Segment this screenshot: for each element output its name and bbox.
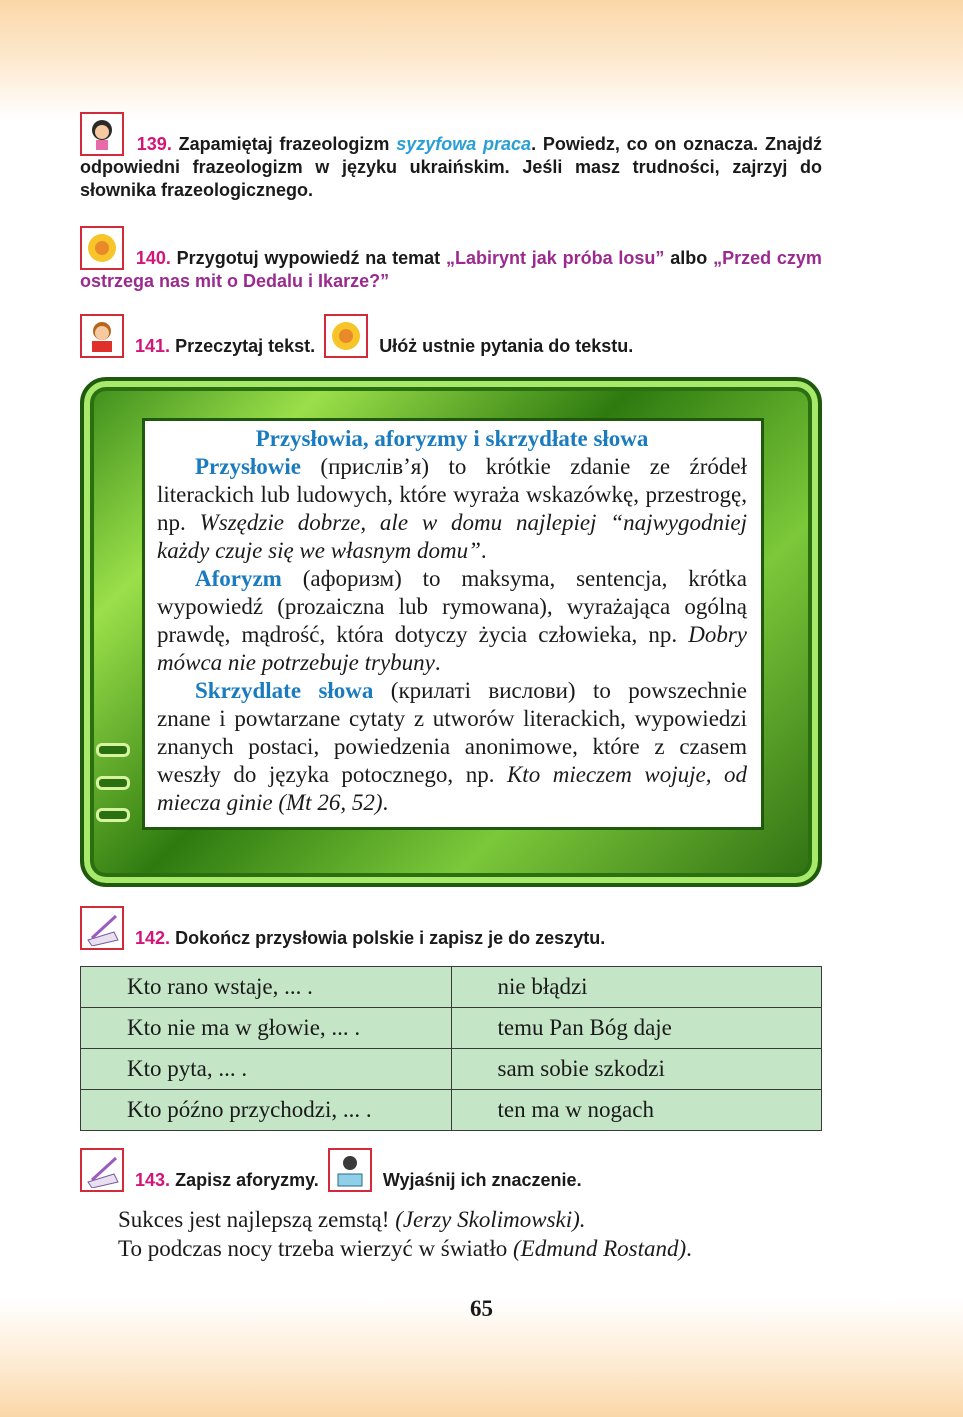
task-text: Ułóż ustnie pytania do tekstu. xyxy=(379,336,634,356)
task-number: 142. xyxy=(135,928,171,948)
punctuation: . xyxy=(686,1236,692,1261)
aphorism-2 xyxy=(118,1234,692,1263)
definition-winged-words xyxy=(157,677,747,817)
aphorism-author: (Jerzy Skolimowski). xyxy=(395,1207,586,1232)
table-row xyxy=(81,1090,822,1131)
task-text: Wyjaśnij ich znaczenie. xyxy=(382,1170,582,1190)
table-row xyxy=(81,1008,822,1049)
proverb-end: temu Pan Bóg daje xyxy=(451,1008,822,1049)
board-title: Przysłowia, aforyzmy i skrzydłate słowa xyxy=(255,426,649,451)
proverb-start: Kto późno przychodzi, ... . xyxy=(81,1090,452,1131)
task-number: 141. xyxy=(135,336,171,356)
punctuation: . xyxy=(480,538,487,563)
task-141 xyxy=(80,314,822,358)
proverb-end: sam sobie szkodzi xyxy=(451,1049,822,1090)
proverb-start: Kto rano wstaje, ... . xyxy=(81,967,452,1008)
task-number: 139. xyxy=(136,134,172,154)
term: Przysłowie xyxy=(195,454,302,479)
proverb-end: nie błądzi xyxy=(451,967,822,1008)
proverb-end: ten ma w nogach xyxy=(451,1090,822,1131)
task-143 xyxy=(80,1148,822,1192)
aphorism-text: To podczas nocy trzeba wierzyć w światło xyxy=(118,1236,513,1261)
sun-flower-icon xyxy=(80,226,124,270)
example: Wszędzie dobrze, ale w domu najlepiej “najwygodniej każdy czuje się we własnym domu” xyxy=(157,510,748,563)
proverb-start: Kto nie ma w głowie, ... . xyxy=(81,1008,452,1049)
term: Aforyzm xyxy=(195,566,282,591)
definition-text: (прислів’я) to krótkie zdanie ze źródeł literackich lub ludowych, które wyraża wskazówkę, przestrogę, np. xyxy=(157,454,747,535)
board-button-icon xyxy=(96,808,130,822)
task-number: 143. xyxy=(135,1170,171,1190)
term: Skrzydlate słowa xyxy=(195,678,374,703)
example: Kto mieczem wojuje, od miecza ginie (Mt 26, 52) xyxy=(157,762,748,815)
task-text: Przygotuj wypowiedź na temat xyxy=(176,248,441,268)
task-text: Zapamiętaj frazeologizm xyxy=(178,134,390,154)
phraseologism: syzyfowa praca xyxy=(396,134,532,154)
pencil-notebook-icon xyxy=(80,1148,124,1192)
task-142 xyxy=(80,906,822,950)
board-button-icon xyxy=(96,776,130,790)
page-number: 65 xyxy=(470,1296,493,1321)
person-book-icon xyxy=(328,1148,372,1192)
task-number: 140. xyxy=(135,248,171,268)
proverb-start: Kto pyta, ... . xyxy=(81,1049,452,1090)
aphorism-1 xyxy=(118,1205,586,1234)
aphorism-author: (Edmund Rostand) xyxy=(513,1236,687,1261)
table-row xyxy=(81,1049,822,1090)
boy-icon xyxy=(80,314,124,358)
definition-text: (афоризм) to maksyma, sentencja, krótka wypowiedź (prozaiczna lub rymowana), wyrażająca ogólną prawdę, mądrość, która dotyczy życia człowieka, np. xyxy=(157,566,747,647)
punctuation: . xyxy=(434,650,441,675)
task-text: . Powiedz, co on oznacza. Znajdź odpowiedni frazeologizm w języku ukraińskim. Jeśli masz trudności, zajrzyj do słownika frazeologicznego. xyxy=(80,134,822,200)
punctuation: . xyxy=(382,790,389,815)
task-text: Przeczytaj tekst. xyxy=(175,336,316,356)
example: Dobry mówca nie potrzebuje trybuny xyxy=(157,622,747,675)
task-140 xyxy=(80,226,822,293)
definition-aphorism xyxy=(157,565,747,677)
definition-text: (крилаті вислови) to powszechnie znane i powtarzane cytaty z utworów literackich, wypowiedzi znanych postaci, powiedzenia anonimowe, które z czasem weszły do języka potocznego, np. xyxy=(157,678,748,787)
task-text: Dokończ przysłowia polskie i zapisz je do zeszytu. xyxy=(175,928,606,948)
topic-1: „Labirynt jak próba losu” xyxy=(445,248,665,268)
task-text: albo xyxy=(670,248,708,268)
sun-flower-icon xyxy=(324,314,368,358)
table-row xyxy=(81,967,822,1008)
aphorism-text: Sukces jest najlepszą zemstą! xyxy=(118,1207,396,1232)
task-139 xyxy=(80,112,822,202)
proverbs-table xyxy=(80,966,822,1131)
task-text: Zapisz aforyzmy. xyxy=(175,1170,319,1190)
board-text-panel xyxy=(142,418,764,830)
pencil-notebook-icon xyxy=(80,906,124,950)
girl-icon xyxy=(80,112,124,156)
topic-2: „Przed czym ostrzega nas mit o Dedalu i Ikarze?” xyxy=(80,248,822,291)
board-button-icon xyxy=(96,743,130,757)
definition-proverb xyxy=(157,453,747,565)
